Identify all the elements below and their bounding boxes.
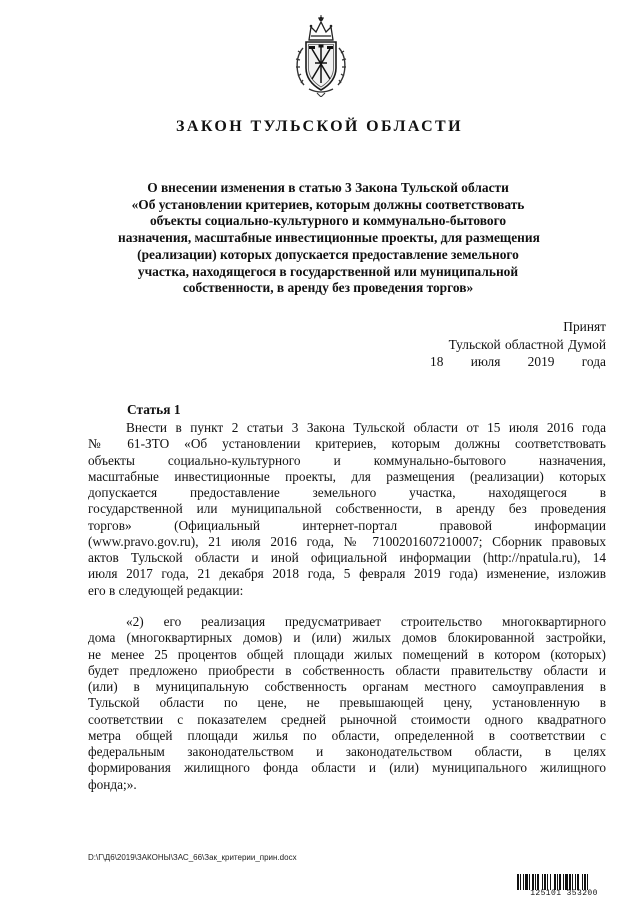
text-line: его в следующей редакции: [88,582,244,598]
adoption-month: июля [470,354,501,369]
law-subject-line: О внесении изменения в статью 3 Закона Тульской области [147,180,509,195]
text-line: «2) его реализация предусматривает строительство многоквартирного [126,614,606,629]
text-line: (www.pravo.gov.ru), 21 июля 2016 года, № 7100201607210007; Сборник правовых [88,533,606,549]
law-subject [118,180,538,297]
text-line: государственной или муниципальной собственности, в аренду без проведения [88,501,606,517]
text-line: объекты социально-культурного и коммунально-бытового назначения, [88,452,606,468]
law-title: ЗАКОН ТУЛЬСКОЙ ОБЛАСТИ [176,118,463,135]
adoption-day: 18 [430,354,444,369]
law-subject-line: собственности, в аренду без проведения торгов» [182,280,474,296]
text-line: метра общей площади жилья по области, определенной в соответствии с [88,727,606,743]
barcode-icon [517,874,611,890]
text-line: № 61-ЗТО «Об установлении критериев, которым должны соответствовать [88,436,606,452]
text-line: федеральным законодательством и законодательством области, в целях [88,744,606,759]
law-subject-line: назначения, масштабные инвестиционные проекты, для размещения [118,230,540,246]
law-subject-line: объекты социально-культурного и коммунально-бытового [149,213,507,229]
adopted-by: Тульской областной Думой [448,336,606,352]
text-line: формирования жилищного фонда области и (или) муниципального жилищного [88,760,606,776]
adoption-date [412,353,606,371]
article-paragraph-1 [88,420,606,599]
adopted-label: Принят [563,319,606,334]
law-subject-line: участка, находящегося в государственной или муниципальной [137,263,519,279]
adoption-year-word: года [581,354,606,369]
text-line: будет предложено приобрести в собственность области правительству области и [88,662,606,678]
file-path: D:\Г\Д6\2019\ЗАКОНЫ\ЗАС_66\Зак_критерии_прин.docx [88,853,297,862]
text-line: дома (многоквартирных домов) и (или) жилых домов блокированной застройки, [88,630,606,646]
barcode-number: 125101 353200 [530,889,598,898]
text-line: масштабные инвестиционные проекты, для размещения (реализации) которых [88,468,606,484]
text-line: допускается предоставление земельного участка, находящегося в [88,485,606,500]
law-subject-line: «Об установлении критериев, которым должны соответствовать [131,196,525,212]
text-line: актов Тульской области и иной официальной информации (http://npatula.ru), 14 [88,550,606,565]
text-line: не менее 25 процентов общей площади жилых помещений в котором (которых) [88,646,606,662]
text-line: соответствии с показателем средней рыночной стоимости одного квадратного [88,711,606,727]
text-line: Внести в пункт 2 статьи 3 Закона Тульской области от 15 июля 2016 года [126,420,606,435]
coat-of-arms-icon [292,13,350,97]
adoption-year: 2019 [527,354,555,369]
text-line: Тульской области по цене, не превышающей цену, установленную в [88,695,606,711]
text-line: июля 2017 года, 21 декабря 2018 года, 5 февраля 2019 года) изменение, изложив [88,566,606,582]
text-line: фонда;». [88,776,137,792]
law-subject-line: (реализации) которых допускается предоставление земельного [137,246,519,262]
article-paragraph-2 [88,614,606,793]
article-heading: Статья 1 [127,402,181,417]
text-line: (или) в муниципальную собственность органам местного самоуправления в [88,679,606,694]
adoption-block [412,318,606,371]
text-line: торгов» (Официальный интернет-портал правовой информации [88,517,606,533]
